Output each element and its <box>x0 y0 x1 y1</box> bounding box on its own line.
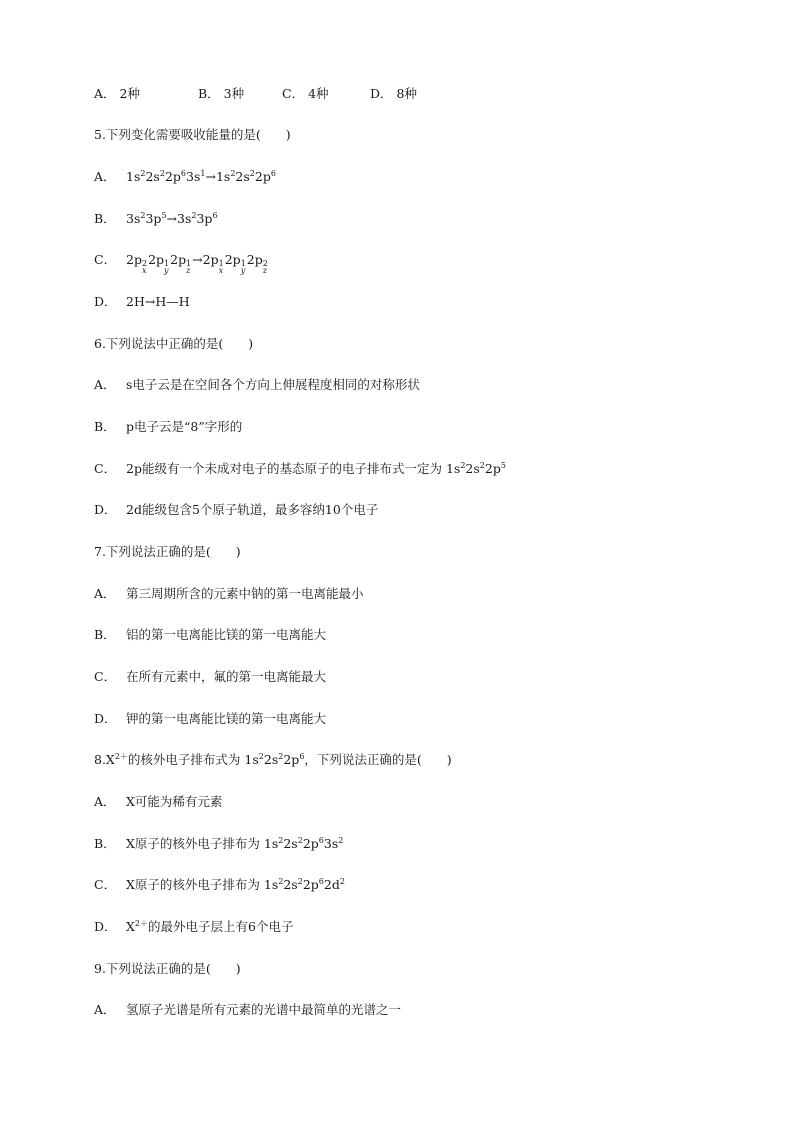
q6-stem: 6.下列说法中正确的是( ) <box>94 336 254 351</box>
q8-option-b: B． X原子的核外电子排布为 $1s^22s^22p^63s^2$ <box>94 836 344 851</box>
q7-option-d: D． 钾的第一电离能比镁的第一电离能大 <box>94 711 327 726</box>
q8-option-d: D． $X^{2+}$的最外电子层上有6个电子 <box>94 919 294 934</box>
q5-option-a: A． $1s^22s^22p^63s^1\to 1s^22s^22p^6$ <box>94 169 276 184</box>
q7-stem: 7.下列说法正确的是( ) <box>94 544 241 559</box>
q7-option-a: A． 第三周期所含的元素中钠的第一电离能最小 <box>94 586 364 601</box>
q8-stem: $8.X^{2+}$的核外电子排布式为 $1s^22s^22p^6$，下列说法正确的是( ) <box>94 752 452 767</box>
q5-option-b: B． $3s^23p^5\to 3s^23p^6$ <box>94 211 218 226</box>
q4-option-a: A． 2种 <box>94 86 140 101</box>
q9-stem: 9.下列说法正确的是( ) <box>94 961 241 976</box>
q5-option-c: C． 2p 2 x 2p 1 y 2p 1 z →2p 1 x 2p 1 y 2p 2 z <box>94 252 268 275</box>
q4-option-d: D． 8种 <box>370 86 417 101</box>
q8-option-a: A． X可能为稀有元素 <box>94 794 223 809</box>
q6-option-b: B． p电子云是“8”字形的 <box>94 419 243 434</box>
q7-option-c: C． 在所有元素中，氟的第一电离能最大 <box>94 669 327 684</box>
q5-stem: 5.下列变化需要吸收能量的是( ) <box>94 127 291 142</box>
q6-option-d: D． 2d能级包含5个原子轨道，最多容纳10个电子 <box>94 502 379 517</box>
q6-option-a: A． s电子云是在空间各个方向上伸展程度相同的对称形状 <box>94 377 420 392</box>
q5-option-d: D． 2H→H—H <box>94 294 190 309</box>
q8-option-c: C． X原子的核外电子排布为 $1s^22s^22p^62d^2$ <box>94 877 345 892</box>
q4-options-row <box>94 86 417 102</box>
q9-option-a: A． 氢原子光谱是所有元素的光谱中最简单的光谱之一 <box>94 1002 402 1017</box>
q7-option-b: B． 铝的第一电离能比镁的第一电离能大 <box>94 627 327 642</box>
q4-option-c: C． 4种 <box>282 86 329 101</box>
q4-option-b: B． 3种 <box>198 86 245 101</box>
q6-option-c: C． 2p能级有一个未成对电子的基态原子的电子排布式一定为 $1s^22s^22p^5$ <box>94 461 506 476</box>
